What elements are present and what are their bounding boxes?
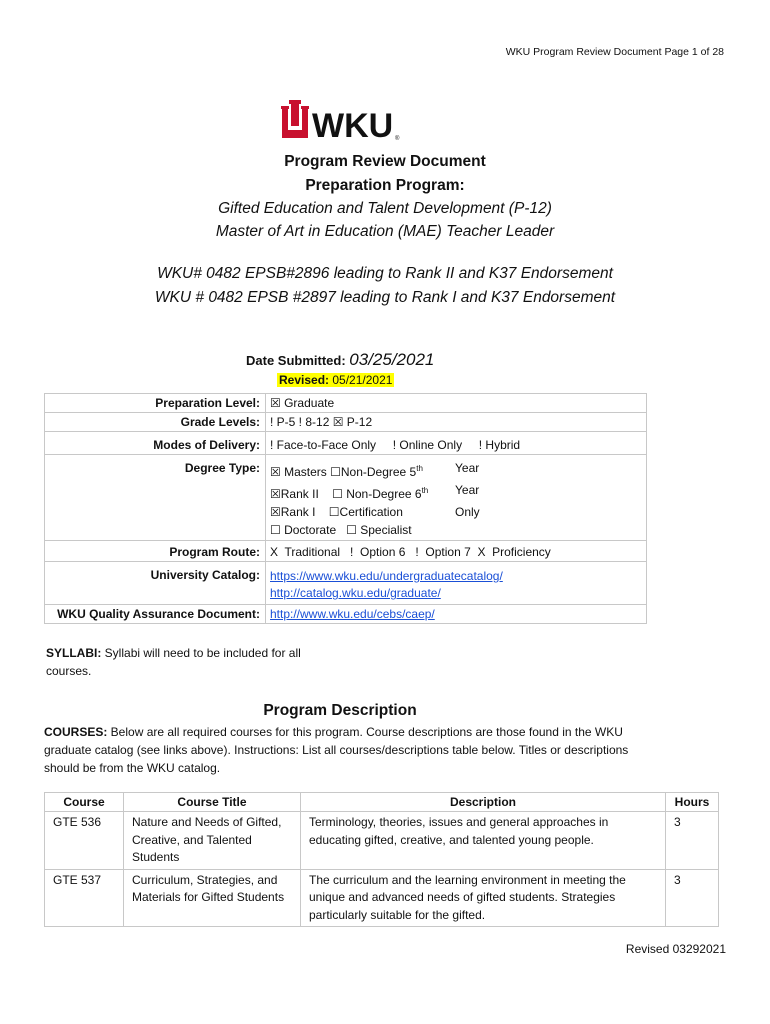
syllabi-label: SYLLABI:: [46, 646, 102, 660]
date-submitted-label: Date Submitted:: [246, 353, 346, 368]
logo-text: WKU: [312, 107, 394, 142]
courses-intro: [44, 723, 644, 777]
syllabi-note: [46, 644, 336, 680]
course-code: GTE 537: [45, 869, 124, 927]
doc-subtitle: Preparation Program:: [305, 177, 465, 194]
program-info-table: [44, 393, 647, 624]
program-route-value: X Traditional ! Option 6 ! Option 7 X Proficiency: [266, 541, 647, 562]
date-submitted: [246, 350, 434, 370]
undergrad-catalog-link[interactable]: https://www.wku.edu/undergraduatecatalog/: [270, 569, 503, 583]
graduate-catalog-link[interactable]: http://catalog.wku.edu/graduate/: [270, 586, 441, 600]
program-route-label: Program Route:: [45, 541, 266, 562]
syllabi-text: Syllabi will need to be included for all courses.: [46, 646, 301, 678]
course-title: Curriculum, Strategies, and Materials for Gifted Students: [124, 869, 301, 927]
degree-masters: ☒ Masters ☐Non-Degree 5: [270, 465, 417, 479]
program-code-rank-ii: WKU# 0482 EPSB#2896 leading to Rank II and K37 Endorsement: [157, 265, 613, 282]
course-code: GTE 536: [45, 812, 124, 870]
degree-rank-i: ☒Rank I ☐Certification: [270, 505, 403, 519]
col-hours: Hours: [666, 793, 719, 812]
wku-logo: [280, 100, 404, 142]
doc-title: Program Review Document: [284, 153, 486, 170]
course-title: Nature and Needs of Gifted, Creative, and Talented Students: [124, 812, 301, 870]
prep-level-label: Preparation Level:: [45, 394, 266, 413]
degree-doctorate: ☐ Doctorate ☐ Specialist: [270, 523, 412, 537]
revised-date: [277, 373, 394, 387]
revised-value: 05/21/2021: [332, 373, 393, 387]
page-header: WKU Program Review Document Page 1 of 28: [505, 46, 724, 58]
degree-year-1: Year: [455, 461, 480, 475]
program-description-heading: Program Description: [263, 702, 417, 719]
degree-type-label: Degree Type:: [45, 455, 266, 541]
modes-value: ! Face-to-Face Only ! Online Only ! Hybrid: [266, 432, 647, 455]
degree-only: Only: [455, 505, 480, 519]
courses-text: Below are all required courses for this program. Course descriptions are those found in the WKU graduate catalog (see links above). Instructions: List all courses/descriptions table below. Titles or descriptions should be from the WKU catalog.: [44, 725, 629, 775]
course-description: The curriculum and the learning environment in meeting the unique and advanced needs of gifted students. Strategies particularly suitable for the gifted.: [301, 869, 666, 927]
course-table: [44, 792, 719, 927]
table-row: [45, 869, 719, 927]
degree-name: Master of Art in Education (MAE) Teacher Leader: [215, 223, 555, 240]
col-course-title: Course Title: [124, 793, 301, 812]
col-description: Description: [301, 793, 666, 812]
revised-label: Revised:: [279, 373, 330, 387]
grade-levels-value: ! P-5 ! 8-12 ☒ P-12: [266, 413, 647, 432]
course-hours: 3: [666, 869, 719, 927]
course-description: Terminology, theories, issues and general approaches in educating gifted, creative, and talented young people.: [301, 812, 666, 870]
catalog-label: University Catalog:: [45, 562, 266, 605]
course-hours: 3: [666, 812, 719, 870]
prep-level-value: ☒ Graduate: [266, 394, 647, 413]
degree-type-value: ☒ Masters ☐Non-Degree 5th Year ☒Rank II ☐ Non-Degree 6th Year ☒Rank I ☐Certification Only ☐ Doctorate ☐ Specialist: [266, 455, 647, 541]
grade-levels-label: Grade Levels:: [45, 413, 266, 432]
svg-text:®: ®: [395, 136, 400, 142]
date-submitted-value: 03/25/2021: [349, 350, 435, 369]
modes-label: Modes of Delivery:: [45, 432, 266, 455]
col-course: Course: [45, 793, 124, 812]
degree-rank-ii: ☒Rank II ☐ Non-Degree 6: [270, 487, 422, 501]
degree-year-2: Year: [455, 483, 480, 497]
program-code-rank-i: WKU # 0482 EPSB #2897 leading to Rank I and K37 Endorsement: [154, 289, 616, 306]
qa-doc-label: WKU Quality Assurance Document:: [45, 605, 266, 624]
qa-doc-link[interactable]: http://www.wku.edu/cebs/caep/: [270, 607, 435, 621]
courses-label: COURSES:: [44, 725, 108, 739]
page-footer: Revised 03292021: [625, 942, 726, 956]
program-name: Gifted Education and Talent Development (P-12): [218, 200, 552, 217]
table-row: [45, 812, 719, 870]
